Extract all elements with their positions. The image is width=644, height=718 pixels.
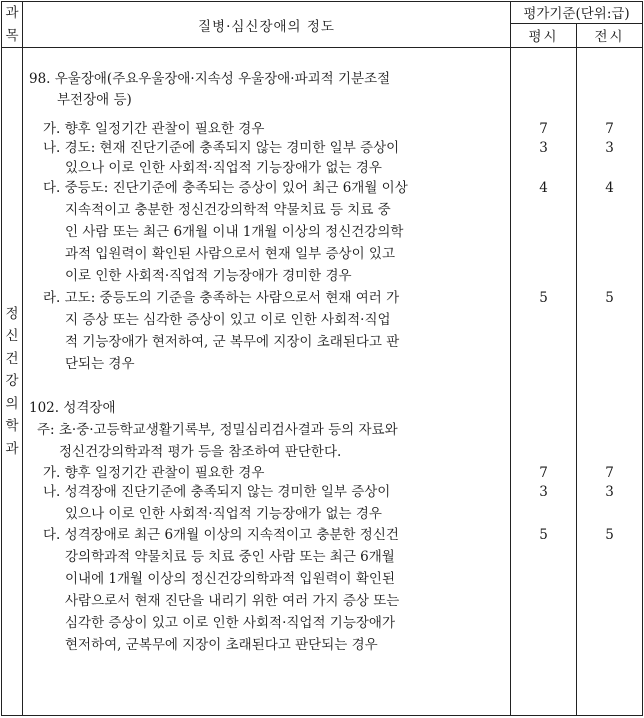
- wartime-grade: 7: [605, 121, 614, 137]
- text-line: 이내에 1개월 이상의 정신건강의학과적 입원력이 확인된: [65, 571, 395, 587]
- text-line: 주: 초·중·고등학교생활기록부, 정밀심리검사결과 등의 자료와: [37, 422, 398, 438]
- text-line: 다. 중등도: 진단기준에 충족되는 증상이 있어 최근 6개월 이상: [43, 180, 408, 196]
- text-line: 인 사람 또는 최근 6개월 이내 1개월 이상의 정신건강의학: [65, 224, 404, 240]
- text-line: 이로 인한 사회적·직업적 기능장애가 경미한 경우: [65, 268, 352, 284]
- text-line: 적 기능장애가 현저하여, 군 복무에 지장이 초래된다고 판: [65, 334, 400, 350]
- text-line: 나. 성격장애 진단기준에 충족되지 않는 경미한 일부 증상이: [43, 484, 391, 500]
- wartime-grade: 4: [605, 180, 614, 196]
- wartime-grade: 5: [605, 527, 614, 543]
- wartime-column: [577, 48, 643, 716]
- peacetime-grade: 3: [539, 140, 548, 156]
- text-line: 심각한 증상이 있고 이로 인한 사회적·직업적 기능장애가: [65, 615, 395, 631]
- criteria-header: 평가기준(단위:급): [511, 2, 643, 24]
- wartime-grade: 3: [605, 140, 614, 156]
- peacetime-grade: 5: [539, 527, 548, 543]
- peacetime-grade: 5: [539, 290, 548, 306]
- text-line: 과적 입원력이 확인된 사람으로서 현재 일부 증상이 있고: [65, 246, 395, 262]
- wartime-header: 전시: [577, 23, 643, 47]
- peacetime-header: 평시: [511, 23, 577, 47]
- wartime-grade: 5: [605, 290, 614, 306]
- text-line: 강의학과적 약물치료 등 치료 중인 사람 또는 최근 6개월: [65, 549, 395, 565]
- text-line: 가. 향후 일정기간 관찰이 필요한 경우: [43, 121, 265, 137]
- text-line: 지 증상 또는 심각한 증상이 있고 이로 인한 사회적·직업: [65, 312, 391, 328]
- text-line: 지속적이고 충분한 정신건강의학적 약물치료 등 치료 중: [65, 202, 391, 218]
- wartime-grade: 3: [605, 484, 614, 500]
- text-line: 나. 경도: 현재 진단기준에 충족되지 않는 경미한 일부 증상이: [43, 140, 400, 156]
- text-line: 부전장애 등): [57, 92, 132, 108]
- peacetime-grade: 3: [539, 484, 548, 500]
- text-line: 라. 고도: 중등도의 기준을 충족하는 사람으로서 현재 여러 가: [43, 290, 400, 306]
- disability-criteria-table: [1, 1, 643, 716]
- dept-header: 과목: [2, 2, 23, 48]
- peacetime-grade: 4: [539, 180, 548, 196]
- text-line: 다. 성격장애로 최근 6개월 이상의 지속적이고 충분한 정신건: [43, 527, 399, 543]
- peacetime-grade: 7: [539, 465, 548, 481]
- text-line: 단되는 경우: [65, 356, 135, 372]
- department-label: 정신건강의학과: [5, 305, 19, 457]
- wartime-grade: 7: [605, 465, 614, 481]
- condition-text-cell: [23, 48, 511, 716]
- text-line: 102. 성격장애: [29, 400, 116, 416]
- text-line: 98. 우울장애(주요우울장애·지속성 우울장애·파괴적 기분조절: [29, 71, 391, 87]
- text-line: 있으나 이로 인한 사회적·직업적 기능장애가 없는 경우: [65, 160, 382, 176]
- text-line: 가. 향후 일정기간 관찰이 필요한 경우: [43, 465, 265, 481]
- department-cell: [2, 48, 23, 716]
- text-line: 있으나 이로 인한 사회적·직업적 기능장애가 없는 경우: [65, 506, 382, 522]
- condition-header: 질병·심신장애의 정도: [23, 2, 511, 48]
- text-line: 정신건강의학과적 평가 등을 참조하여 판단한다.: [59, 444, 342, 460]
- text-line: 현저하여, 군복무에 지장이 초래된다고 판단되는 경우: [65, 637, 378, 653]
- text-line: 사람으로서 현재 진단을 내리기 위한 여러 가지 증상 또는: [65, 593, 400, 609]
- peacetime-grade: 7: [539, 121, 548, 137]
- peacetime-column: [511, 48, 577, 716]
